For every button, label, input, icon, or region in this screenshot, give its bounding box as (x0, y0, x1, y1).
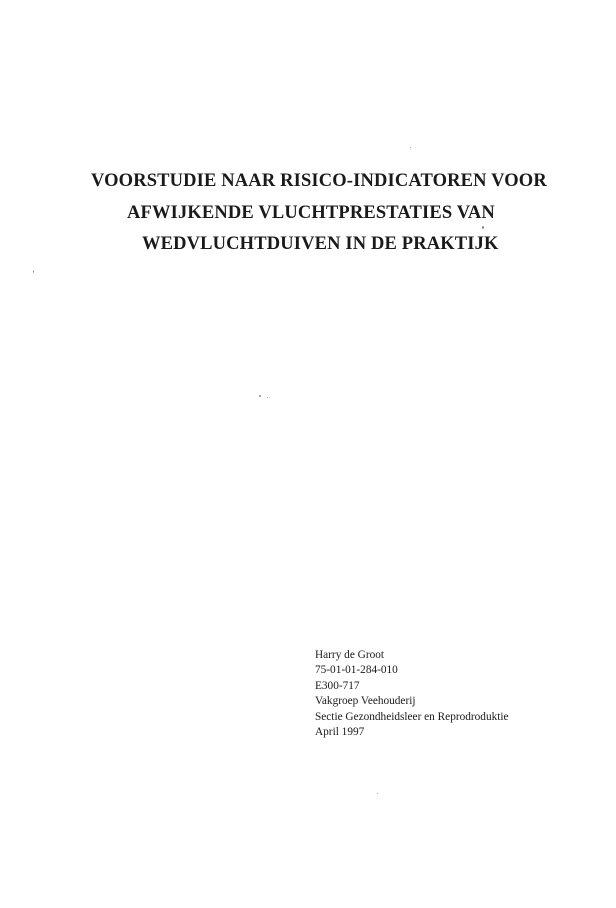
scan-speck (267, 397, 268, 398)
date: April 1997 (315, 726, 365, 739)
title-line-1: VOORSTUDIE NAAR RISICO-INDICATOREN VOOR (91, 171, 547, 191)
scan-speck (259, 395, 261, 397)
scan-speck (482, 226, 484, 229)
scan-speck (410, 147, 411, 148)
title-line-2: AFWIJKENDE VLUCHTPRESTATIES VAN (127, 203, 495, 223)
title-line-3: WEDVLUCHTDUIVEN IN DE PRAKTIJK (142, 234, 499, 254)
department: Vakgroep Veehouderij (315, 695, 416, 708)
author-info-block (315, 648, 605, 740)
course-code: E300-717 (315, 679, 360, 692)
scan-speck (377, 793, 378, 794)
scan-speck (33, 270, 34, 273)
section: Sectie Gezondheidsleer en Reprodroduktie (315, 710, 509, 723)
registration-number: 75-01-01-284-010 (315, 664, 398, 677)
author-name: Harry de Groot (315, 649, 385, 661)
